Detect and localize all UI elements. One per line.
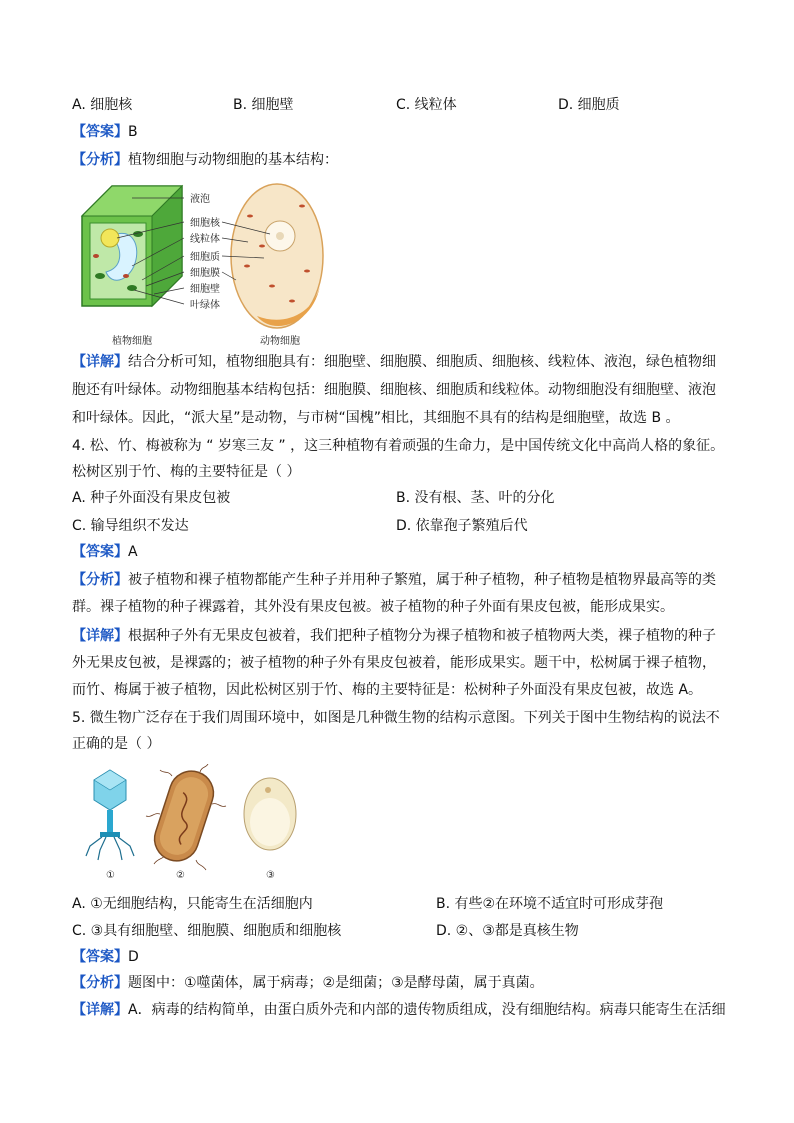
bacteriophage-drawing xyxy=(86,770,134,860)
label-cell-wall: 细胞壁 xyxy=(190,284,220,295)
q5-question-line-1: 5. 微生物广泛存在于我们周围环境中，如图是几种微生物的结构示意图。下列关于图中生物结构的说法不 xyxy=(72,710,720,726)
q4-question-line-1: 4. 松、竹、梅被称为 “ 岁寒三友 ” ，这三种植物有着顽强的生命力，是中国传统文化中高尚人格的象征。 xyxy=(72,438,725,454)
q4-option-c: C. 输导组织不发达 xyxy=(72,518,189,534)
plant-cell-drawing xyxy=(82,186,182,306)
q5-answer: 【答案】D xyxy=(72,949,139,965)
q4-question-line-2: 松树区别于竹、梅的主要特征是（ ） xyxy=(72,464,301,480)
label-mitochondria: 线粒体 xyxy=(190,234,220,245)
q5-detail: 【详解】A．病毒的结构简单，由蛋白质外壳和内部的遗传物质组成，没有细胞结构。病毒只能寄生在活细 xyxy=(72,1002,726,1018)
yeast-drawing xyxy=(244,778,296,850)
q5-analysis: 【分析】题图中：①噬菌体，属于病毒；②是细菌；③是酵母菌，属于真菌。 xyxy=(72,975,544,991)
q3-answer: 【答案】B xyxy=(72,124,138,140)
q3-option-c: C. 线粒体 xyxy=(396,97,457,113)
q3-option-a: A. 细胞核 xyxy=(72,97,133,113)
q3-option-d: D. 细胞质 xyxy=(558,97,620,113)
animal-cell-caption: 动物细胞 xyxy=(260,336,300,347)
q3-detail-line-2: 胞还有叶绿体。动物细胞基本结构包括：细胞膜、细胞核、细胞质和线粒体。动物细胞没有细胞壁、液泡 xyxy=(72,382,716,398)
q4-answer: 【答案】A xyxy=(72,544,138,560)
label-vacuole: 液泡 xyxy=(190,194,210,205)
q3-detail-line-3: 和叶绿体。因此，“派大星”是动物，与市树“国槐”相比，其细胞不具有的结构是细胞壁，故选 B 。 xyxy=(72,410,680,426)
caption-2: ② xyxy=(176,870,185,881)
plant-cell-caption: 植物细胞 xyxy=(112,336,152,347)
caption-1: ① xyxy=(106,870,115,881)
q4-option-d: D. 依靠孢子繁殖后代 xyxy=(396,518,528,534)
q4-analysis-line-1: 【分析】被子植物和裸子植物都能产生种子并用种子繁殖，属于种子植物，种子植物是植物界最高等的类 xyxy=(72,572,716,588)
q4-option-b: B. 没有根、茎、叶的分化 xyxy=(396,490,555,506)
q5-option-a: A. ①无细胞结构，只能寄生在活细胞内 xyxy=(72,896,313,912)
q3-detail-line-1: 【详解】结合分析可知，植物细胞具有：细胞壁、细胞膜、细胞质、细胞核、线粒体、液泡，绿色植物细 xyxy=(72,354,716,370)
q5-option-b: B. 有些②在环境不适宜时可形成芽孢 xyxy=(436,896,664,912)
q3-option-b: B. 细胞壁 xyxy=(233,97,294,113)
label-cytoplasm: 细胞质 xyxy=(190,252,220,263)
q4-detail-line-1: 【详解】根据种子外有无果皮包被着，我们把种子植物分为裸子植物和被子植物两大类，裸子植物的种子 xyxy=(72,628,716,644)
caption-3: ③ xyxy=(266,870,275,881)
q4-option-a: A. 种子外面没有果皮包被 xyxy=(72,490,231,506)
label-cell-membrane: 细胞膜 xyxy=(190,268,220,279)
cell-structure-figure xyxy=(72,176,342,348)
label-chloroplast: 叶绿体 xyxy=(190,300,220,311)
animal-cell-drawing xyxy=(231,184,323,328)
q3-analysis: 【分析】植物细胞与动物细胞的基本结构： xyxy=(72,152,338,168)
q4-detail-line-3: 而竹、梅属于被子植物，因此松树区别于竹、梅的主要特征是：松树种子外面没有果皮包被，故选 A。 xyxy=(72,682,703,698)
microbe-figure xyxy=(72,764,312,888)
q5-option-c: C. ③具有细胞壁、细胞膜、细胞质和细胞核 xyxy=(72,923,342,939)
q5-option-d: D. ②、③都是真核生物 xyxy=(436,923,579,939)
q5-question-line-2: 正确的是（ ） xyxy=(72,736,161,752)
q4-analysis-line-2: 群。裸子植物的种子裸露着，其外没有果皮包被。被子植物的种子外面有果皮包被，能形成果实。 xyxy=(72,599,674,615)
label-nucleus: 细胞核 xyxy=(190,218,220,229)
q4-detail-line-2: 外无果皮包被，是裸露的；被子植物的种子外有果皮包被着，能形成果实。题干中，松树属于裸子植物， xyxy=(72,655,716,671)
bacterium-drawing xyxy=(146,764,226,870)
